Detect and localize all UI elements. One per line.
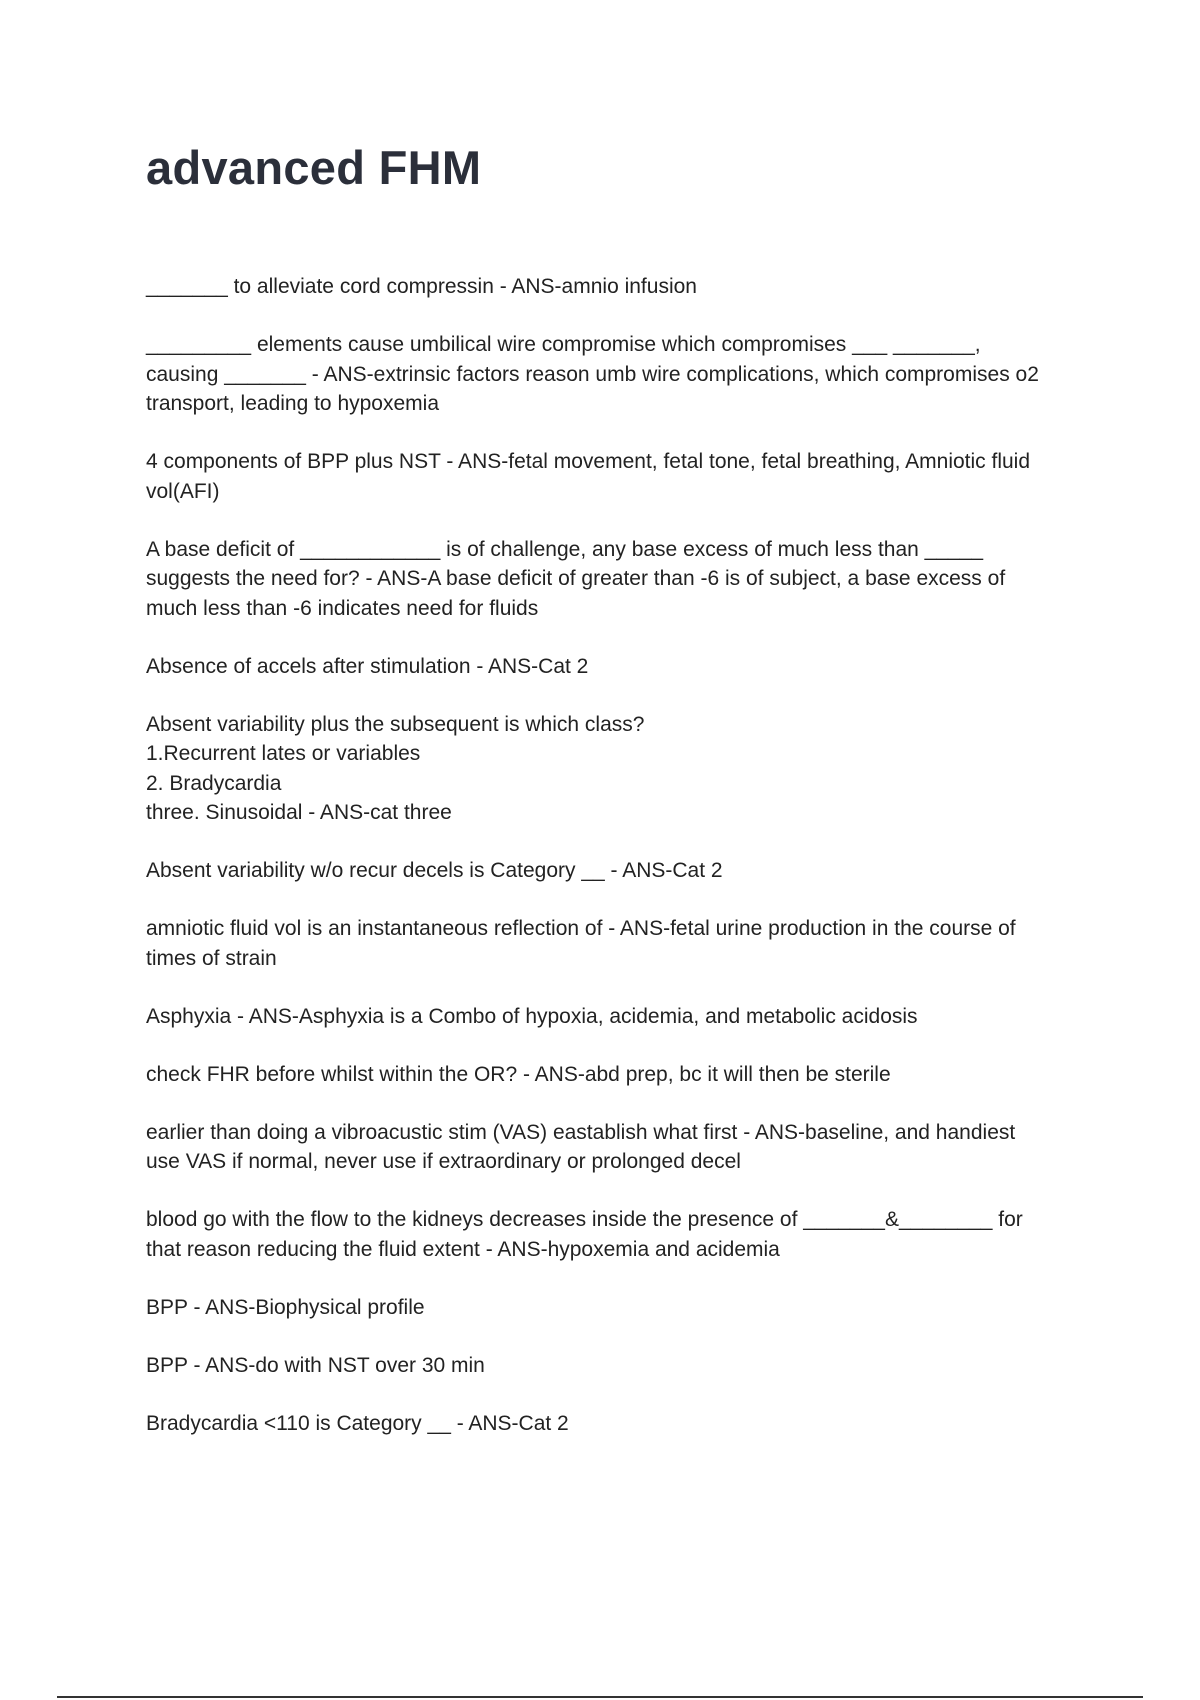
qa-line: use VAS if normal, never use if extraordinary or prolonged decel	[146, 1150, 741, 1173]
qa-item	[146, 1002, 1096, 1032]
qa-line: three. Sinusoidal - ANS-cat three	[146, 801, 452, 824]
qa-item	[146, 330, 1096, 419]
qa-item	[146, 1293, 1096, 1323]
footer-divider	[57, 1696, 1143, 1698]
qa-item	[146, 652, 1096, 682]
qa-item	[146, 1409, 1096, 1439]
qa-item	[146, 1060, 1096, 1090]
qa-item	[146, 272, 1096, 302]
qa-line: _______ to alleviate cord compressin - ANS-amnio infusion	[146, 275, 697, 298]
qa-line: BPP - ANS-do with NST over 30 min	[146, 1353, 485, 1377]
qa-line: A base deficit of ____________ is of challenge, any base excess of much less than _____	[146, 537, 984, 561]
qa-line: amniotic fluid vol is an instantaneous reflection of - ANS-fetal urine production in the course of	[146, 917, 1016, 940]
qa-line: Asphyxia - ANS-Asphyxia is a Combo of hypoxia, acidemia, and metabolic acidosis	[146, 1004, 918, 1028]
qa-line: causing _______ - ANS-extrinsic factors reason umb wire complications, which compromises o2	[146, 362, 1039, 386]
qa-line: Absent variability plus the subsequent is which class?	[146, 712, 645, 736]
qa-line: 4 components of BPP plus NST - ANS-fetal movement, fetal tone, fetal breathing, Amniotic fluid	[146, 450, 1031, 473]
qa-line: that reason reducing the fluid extent - ANS-hypoxemia and acidemia	[146, 1237, 780, 1261]
qa-line: Absent variability w/o recur decels is Category __ - ANS-Cat 2	[146, 859, 723, 882]
qa-item	[146, 1351, 1096, 1381]
qa-item	[146, 914, 1096, 973]
qa-item	[146, 856, 1096, 886]
qa-item	[146, 535, 1096, 624]
qa-line: suggests the need for? - ANS-A base deficit of greater than -6 is of subject, a base excess of	[146, 567, 1006, 590]
qa-item	[146, 1205, 1096, 1264]
qa-list	[146, 272, 1096, 1467]
qa-line: check FHR before whilst within the OR? - ANS-abd prep, bc it will then be sterile	[146, 1062, 891, 1086]
qa-line: 2. Bradycardia	[146, 771, 282, 795]
qa-item	[146, 710, 1096, 828]
qa-line: much less than -6 indicates need for fluids	[146, 596, 539, 620]
qa-item	[146, 1118, 1096, 1177]
qa-line: vol(AFI)	[146, 479, 220, 503]
qa-line: blood go with the flow to the kidneys decreases inside the presence of _______&________ for	[146, 1208, 1023, 1231]
qa-line: Absence of accels after stimulation - ANS-Cat 2	[146, 654, 589, 678]
qa-line: Bradycardia <110 is Category __ - ANS-Cat 2	[146, 1411, 569, 1435]
qa-line: 1.Recurrent lates or variables	[146, 742, 421, 765]
qa-line: BPP - ANS-Biophysical profile	[146, 1295, 425, 1319]
page-title: advanced FHM	[146, 141, 482, 194]
qa-item	[146, 447, 1096, 506]
qa-line: _________ elements cause umbilical wire compromise which compromises ___ _______,	[146, 333, 981, 356]
qa-line: times of strain	[146, 946, 277, 970]
qa-line: earlier than doing a vibroacustic stim (VAS) eastablish what first - ANS-baseline, and handiest	[146, 1120, 1016, 1144]
qa-line: transport, leading to hypoxemia	[146, 392, 440, 415]
